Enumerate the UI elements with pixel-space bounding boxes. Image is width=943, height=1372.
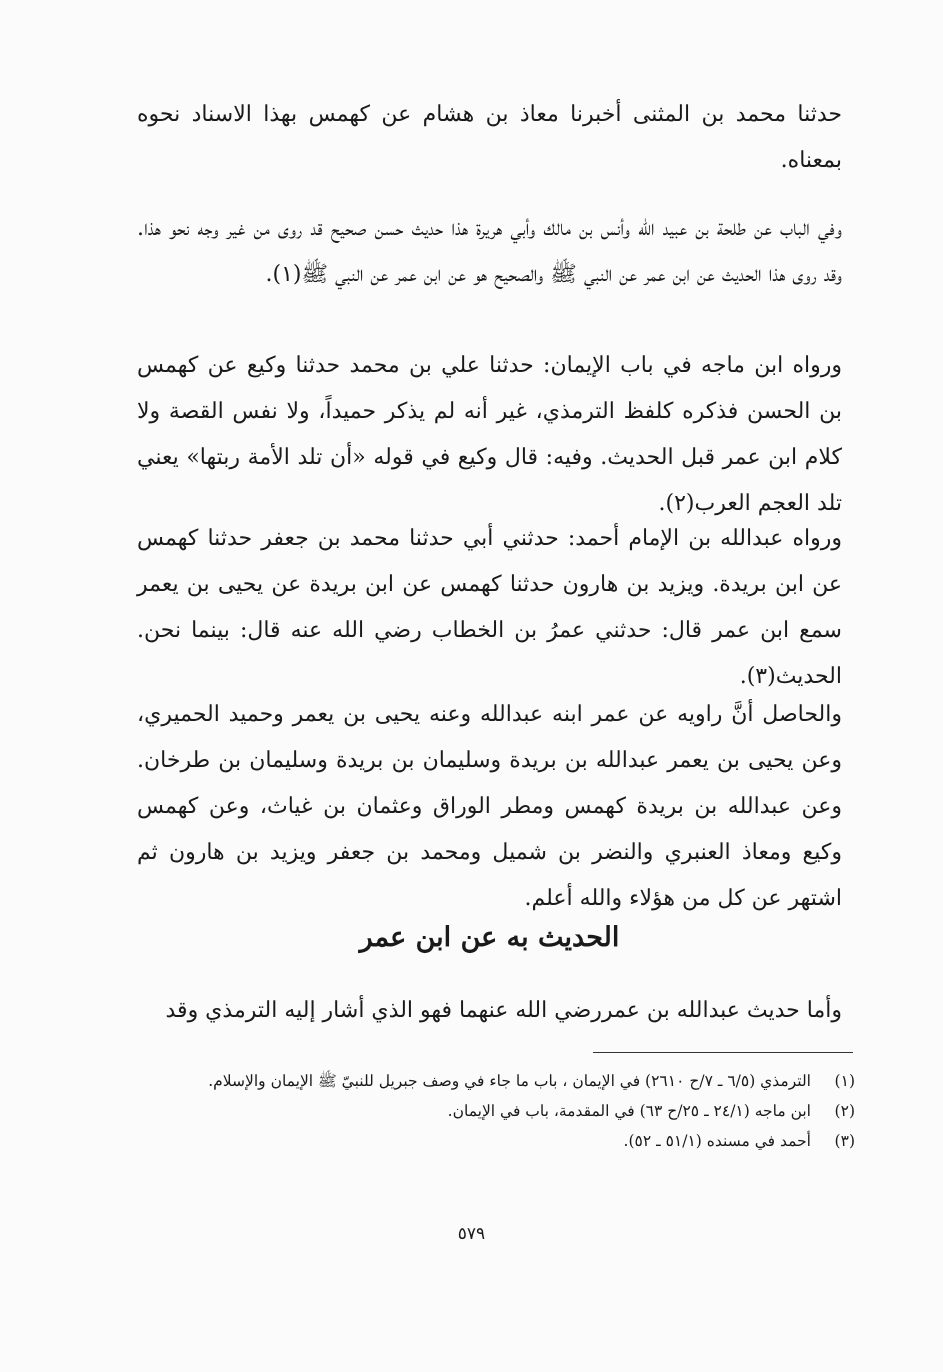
section-heading: الحديث به عن ابن عمر xyxy=(359,922,620,953)
footnote-text: الترمذي (٦/٥ ـ ٧/ح ٢٦١٠) في الإيمان ، باب ما جاء في وصف جبريل للنبيّ ﷺ الإيمان والإسلام. xyxy=(208,1072,811,1090)
paragraph-text: والحاصل أنَّ راويه عن عمر ابنه عبدالله وعنه يحيى بن يعمر وحميد الحميري، وعن يحيى بن يعمر عبدالله بن بريدة وسليمان بن بريدة وسليمان بن طرخان. وعن عبدالله بن بريدة كهمس ومطر الوراق وعثمان بن غياث، وعن كهمس وكيع ومعاذ العنبري والنضر بن شميل ومحمد بن جعفر ويزيد بن هارون ثم اشتهر عن كل من هؤلاء والله أعلم. xyxy=(137,702,842,911)
footnote-2 xyxy=(137,1096,855,1126)
footnote-number: (٣) xyxy=(834,1132,855,1150)
paragraph-text: ورواه ابن ماجه في باب الإيمان: حدثنا علي بن محمد حدثنا وكيع عن كهمس بن الحسن فذكره كلفظ الترمذي، غير أنه لم يذكر حميداً، ولا نفس القصة ولا كلام ابن عمر قبل الحديث. وفيه: قال وكيع في قوله «أن تلد الأمة ربتها» يعني تلد العجم العرب(٢). xyxy=(137,353,842,516)
footnote-number: (٢) xyxy=(834,1102,855,1120)
paragraph-1 xyxy=(137,92,842,184)
footnotes xyxy=(137,1066,855,1156)
paragraph-text: ورواه عبدالله بن الإمام أحمد: حدثني أبي حدثنا محمد بن جعفر حدثنا كهمس عن ابن بريدة. ويزيد بن هارون حدثنا كهمس عن ابن بريدة عن يحيى بن يعمر سمع ابن عمر قال: حدثني عمرُ بن الخطاب رضي الله عنه قال: بينما نحن. الحديث(٣). xyxy=(137,526,842,689)
paragraph-text: حدثنا محمد بن المثنى أخبرنا معاذ بن هشام عن كهمس بهذا الاسناد نحوه بمعناه. xyxy=(137,102,842,173)
paragraph-text: وأما حديث عبدالله بن عمررضي الله عنهما فهو الذي أشار إليه الترمذي وقد xyxy=(165,998,842,1023)
paragraph-4 xyxy=(137,516,842,700)
footnote-1 xyxy=(137,1066,855,1096)
footnote-text: أحمد في مسنده (٥١/١ ـ ٥٢). xyxy=(623,1132,811,1150)
footnote-divider xyxy=(593,1052,853,1053)
paragraph-6 xyxy=(137,988,842,1034)
footnote-number: (١) xyxy=(834,1072,855,1090)
footnote-3 xyxy=(137,1126,855,1156)
paragraph-5 xyxy=(137,692,842,922)
page-number: ٥٧٩ xyxy=(457,1224,486,1244)
paragraph-2 xyxy=(137,206,842,298)
footnote-text: ابن ماجه (٢٤/١ ـ ٢٥/ح ٦٣) في المقدمة، باب في الإيمان. xyxy=(447,1102,811,1120)
paragraph-text: وفي الباب عن طلحة بن عبيد الله وأنس بن مالك وأبي هريرة هذا حديث حسن صحيح قد روى من غير وجه نحو هذا. وقد روى هذا الحديث عن ابن عمر عن النبي ﷺ والصحيح هو عن ابن عمر عن النبي ﷺ(١). xyxy=(137,216,842,287)
paragraph-3 xyxy=(137,343,842,527)
